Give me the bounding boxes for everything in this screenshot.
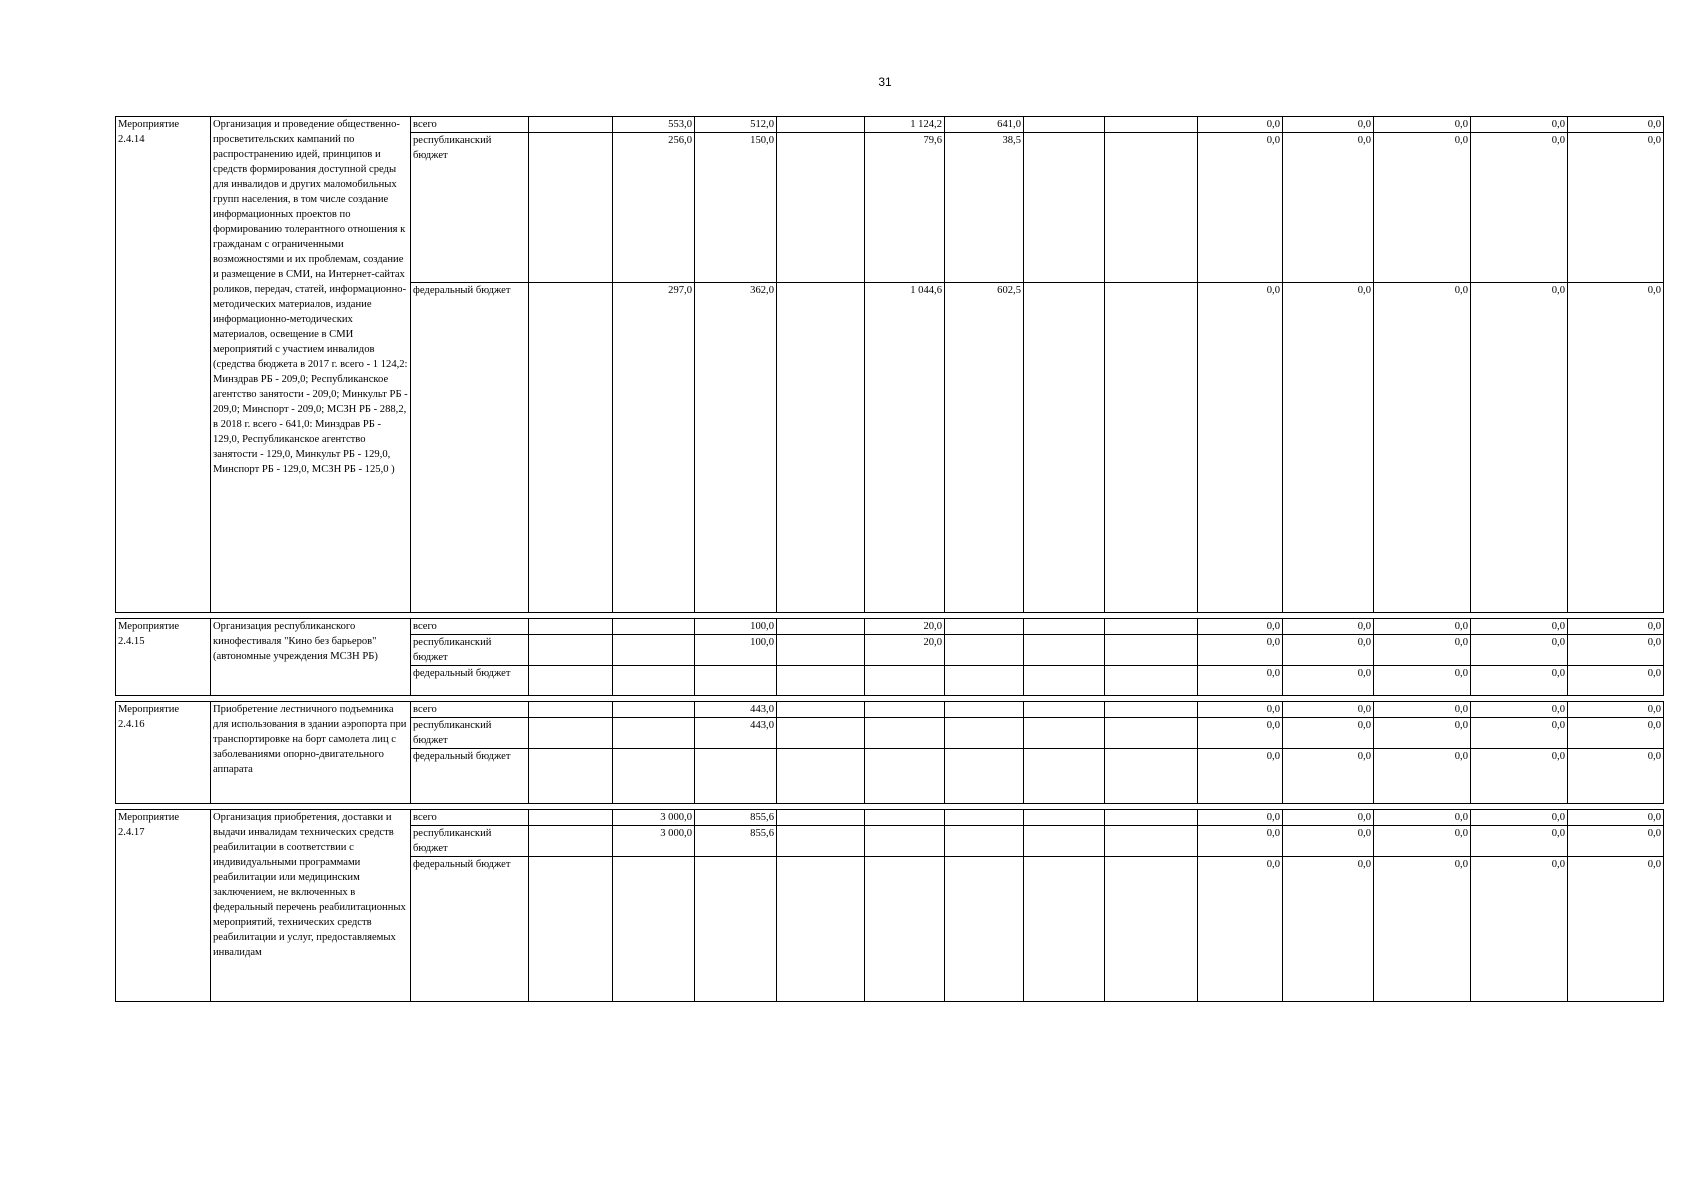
value-cell — [945, 619, 1024, 635]
value-cell — [529, 749, 613, 804]
value-cell — [1024, 810, 1105, 826]
value-cell — [777, 702, 865, 718]
page-number: 31 — [878, 75, 892, 89]
value-cell — [865, 810, 945, 826]
funding-source: федеральный бюджет — [411, 857, 529, 1002]
value-cell: 0,0 — [1198, 666, 1283, 696]
value-cell — [1024, 857, 1105, 1002]
table-row — [116, 117, 1664, 133]
value-cell: 0,0 — [1374, 666, 1471, 696]
value-cell — [1105, 810, 1198, 826]
value-cell: 0,0 — [1568, 283, 1664, 613]
value-cell: 1 044,6 — [865, 283, 945, 613]
value-cell: 0,0 — [1198, 749, 1283, 804]
table-row — [116, 619, 1664, 635]
value-cell — [529, 857, 613, 1002]
value-cell — [529, 702, 613, 718]
value-cell — [1105, 718, 1198, 749]
value-cell — [865, 702, 945, 718]
value-cell — [695, 857, 777, 1002]
value-cell — [777, 619, 865, 635]
value-cell: 0,0 — [1471, 749, 1568, 804]
budget-table — [115, 116, 1664, 1002]
value-cell — [777, 283, 865, 613]
measure-description: Организация и проведение общественно-просветительских кампаний по распространению идей, принципов и средств формирования доступной среды для инвалидов и других маломобильных групп населения, в том числе создание информационных проектов по формированию толерантного отношения к гражданам с ограниченными возможностями и их проблемам, создание и размещение в СМИ, на Интернет-сайтах роликов, передач, статей, информационно-методических материалов, издание информационно-методических материалов, освещение в СМИ мероприятий с участием инвалидов (средства бюджета в 2017 г. всего - 1 124,2: Минздрав РБ - 209,0; Республиканское агентство занятости - 209,0; Минкульт РБ - 209,0; Минспорт - 209,0; МСЗН РБ - 288,2, в 2018 г. всего - 641,0: Минздрав РБ - 129,0, Республиканское агентство занятости - 129,0, Минкульт РБ - 129,0, Минспорт РБ - 129,0, МСЗН РБ - 125,0 ) — [211, 117, 411, 613]
value-cell: 0,0 — [1283, 702, 1374, 718]
value-cell: 0,0 — [1471, 133, 1568, 283]
value-cell: 0,0 — [1471, 810, 1568, 826]
value-cell: 0,0 — [1198, 810, 1283, 826]
value-cell — [529, 635, 613, 666]
value-cell — [529, 117, 613, 133]
value-cell — [865, 666, 945, 696]
value-cell — [777, 857, 865, 1002]
value-cell: 0,0 — [1374, 718, 1471, 749]
value-cell: 0,0 — [1198, 133, 1283, 283]
value-cell: 100,0 — [695, 635, 777, 666]
value-cell — [613, 666, 695, 696]
value-cell: 0,0 — [1374, 635, 1471, 666]
value-cell — [1024, 283, 1105, 613]
value-cell — [865, 749, 945, 804]
table-row — [116, 810, 1664, 826]
funding-source: всего — [411, 619, 529, 635]
value-cell — [777, 635, 865, 666]
value-cell — [529, 619, 613, 635]
value-cell — [777, 133, 865, 283]
measure-code: Мероприятие 2.4.16 — [116, 702, 211, 804]
value-cell: 0,0 — [1198, 857, 1283, 1002]
value-cell — [1105, 666, 1198, 696]
funding-source: республиканский бюджет — [411, 718, 529, 749]
value-cell: 0,0 — [1374, 749, 1471, 804]
measure-description: Организация республиканского кинофестиваля "Кино без барьеров" (автономные учреждения МСЗН РБ) — [211, 619, 411, 696]
value-cell — [613, 718, 695, 749]
value-cell: 0,0 — [1198, 718, 1283, 749]
value-cell: 0,0 — [1568, 810, 1664, 826]
value-cell: 0,0 — [1283, 133, 1374, 283]
value-cell: 0,0 — [1283, 635, 1374, 666]
value-cell — [1024, 702, 1105, 718]
value-cell — [1024, 666, 1105, 696]
value-cell: 0,0 — [1568, 619, 1664, 635]
value-cell — [529, 826, 613, 857]
value-cell — [1105, 133, 1198, 283]
value-cell: 0,0 — [1471, 857, 1568, 1002]
value-cell: 0,0 — [1283, 857, 1374, 1002]
value-cell: 0,0 — [1568, 117, 1664, 133]
value-cell — [529, 718, 613, 749]
value-cell: 0,0 — [1471, 826, 1568, 857]
value-cell: 855,6 — [695, 810, 777, 826]
value-cell — [529, 666, 613, 696]
value-cell — [1105, 283, 1198, 613]
value-cell — [1024, 619, 1105, 635]
value-cell: 0,0 — [1283, 283, 1374, 613]
funding-source: республиканский бюджет — [411, 635, 529, 666]
value-cell — [613, 702, 695, 718]
value-cell — [1024, 749, 1105, 804]
value-cell: 0,0 — [1471, 702, 1568, 718]
value-cell — [529, 810, 613, 826]
value-cell: 0,0 — [1198, 283, 1283, 613]
value-cell — [865, 857, 945, 1002]
value-cell — [865, 718, 945, 749]
value-cell — [1024, 826, 1105, 857]
value-cell — [945, 718, 1024, 749]
value-cell — [1105, 826, 1198, 857]
funding-source: республиканский бюджет — [411, 826, 529, 857]
value-cell — [1105, 635, 1198, 666]
value-cell: 0,0 — [1568, 702, 1664, 718]
value-cell — [1024, 635, 1105, 666]
value-cell: 0,0 — [1374, 619, 1471, 635]
value-cell — [777, 718, 865, 749]
value-cell — [865, 826, 945, 857]
value-cell: 553,0 — [613, 117, 695, 133]
value-cell: 20,0 — [865, 619, 945, 635]
value-cell — [1024, 117, 1105, 133]
value-cell: 0,0 — [1283, 749, 1374, 804]
value-cell: 3 000,0 — [613, 826, 695, 857]
value-cell: 0,0 — [1374, 117, 1471, 133]
value-cell: 0,0 — [1198, 702, 1283, 718]
measure-description: Приобретение лестничного подъемника для использования в здании аэропорта при транспортировке на борт самолета лиц с заболеваниями опорно-двигательного аппарата — [211, 702, 411, 804]
value-cell: 3 000,0 — [613, 810, 695, 826]
value-cell: 0,0 — [1568, 857, 1664, 1002]
value-cell — [695, 666, 777, 696]
value-cell: 0,0 — [1198, 635, 1283, 666]
value-cell — [1105, 702, 1198, 718]
value-cell: 641,0 — [945, 117, 1024, 133]
value-cell: 0,0 — [1568, 133, 1664, 283]
value-cell — [613, 619, 695, 635]
value-cell: 0,0 — [1568, 749, 1664, 804]
value-cell: 0,0 — [1471, 117, 1568, 133]
value-cell — [613, 857, 695, 1002]
value-cell: 0,0 — [1374, 857, 1471, 1002]
value-cell: 1 124,2 — [865, 117, 945, 133]
value-cell: 443,0 — [695, 718, 777, 749]
value-cell — [945, 749, 1024, 804]
value-cell: 0,0 — [1471, 666, 1568, 696]
value-cell: 855,6 — [695, 826, 777, 857]
value-cell: 0,0 — [1374, 133, 1471, 283]
value-cell — [777, 749, 865, 804]
value-cell: 297,0 — [613, 283, 695, 613]
value-cell: 443,0 — [695, 702, 777, 718]
funding-source: всего — [411, 702, 529, 718]
value-cell: 150,0 — [695, 133, 777, 283]
value-cell: 20,0 — [865, 635, 945, 666]
value-cell — [777, 117, 865, 133]
value-cell — [1105, 619, 1198, 635]
value-cell: 0,0 — [1283, 718, 1374, 749]
measure-code: Мероприятие 2.4.17 — [116, 810, 211, 1002]
value-cell — [945, 635, 1024, 666]
value-cell: 0,0 — [1471, 283, 1568, 613]
funding-source: федеральный бюджет — [411, 666, 529, 696]
value-cell — [695, 749, 777, 804]
value-cell: 0,0 — [1374, 826, 1471, 857]
value-cell: 602,5 — [945, 283, 1024, 613]
funding-source: республиканский бюджет — [411, 133, 529, 283]
table-row — [116, 702, 1664, 718]
value-cell: 100,0 — [695, 619, 777, 635]
value-cell: 0,0 — [1471, 718, 1568, 749]
funding-source: всего — [411, 117, 529, 133]
value-cell: 0,0 — [1283, 810, 1374, 826]
value-cell: 0,0 — [1374, 702, 1471, 718]
value-cell — [613, 749, 695, 804]
value-cell — [1105, 857, 1198, 1002]
value-cell: 0,0 — [1283, 619, 1374, 635]
value-cell — [945, 810, 1024, 826]
value-cell: 362,0 — [695, 283, 777, 613]
value-cell: 79,6 — [865, 133, 945, 283]
funding-source: всего — [411, 810, 529, 826]
value-cell — [777, 810, 865, 826]
value-cell: 0,0 — [1471, 619, 1568, 635]
value-cell: 0,0 — [1568, 635, 1664, 666]
value-cell — [1024, 133, 1105, 283]
value-cell — [945, 826, 1024, 857]
value-cell: 0,0 — [1568, 666, 1664, 696]
value-cell: 0,0 — [1471, 635, 1568, 666]
measure-code: Мероприятие 2.4.15 — [116, 619, 211, 696]
measure-description: Организация приобретения, доставки и выдачи инвалидам технических средств реабилитации в соответствии с индивидуальными программами реабилитации или медицинским заключением, не включенных в федеральный перечень реабилитационных мероприятий, технических средств реабилитации и услуг, предоставляемых инвалидам — [211, 810, 411, 1002]
value-cell — [613, 635, 695, 666]
value-cell: 0,0 — [1283, 666, 1374, 696]
value-cell — [1105, 749, 1198, 804]
value-cell — [945, 666, 1024, 696]
value-cell — [945, 857, 1024, 1002]
value-cell: 0,0 — [1374, 810, 1471, 826]
value-cell — [777, 666, 865, 696]
value-cell — [529, 133, 613, 283]
value-cell — [1105, 117, 1198, 133]
value-cell: 0,0 — [1198, 619, 1283, 635]
value-cell — [1024, 718, 1105, 749]
value-cell: 0,0 — [1283, 826, 1374, 857]
value-cell: 0,0 — [1374, 283, 1471, 613]
value-cell: 0,0 — [1198, 117, 1283, 133]
value-cell — [529, 283, 613, 613]
value-cell: 0,0 — [1568, 826, 1664, 857]
value-cell: 38,5 — [945, 133, 1024, 283]
value-cell: 0,0 — [1568, 718, 1664, 749]
funding-source: федеральный бюджет — [411, 749, 529, 804]
value-cell: 0,0 — [1198, 826, 1283, 857]
value-cell — [945, 702, 1024, 718]
value-cell: 256,0 — [613, 133, 695, 283]
value-cell: 512,0 — [695, 117, 777, 133]
measure-code: Мероприятие 2.4.14 — [116, 117, 211, 613]
funding-source: федеральный бюджет — [411, 283, 529, 613]
value-cell — [777, 826, 865, 857]
value-cell: 0,0 — [1283, 117, 1374, 133]
